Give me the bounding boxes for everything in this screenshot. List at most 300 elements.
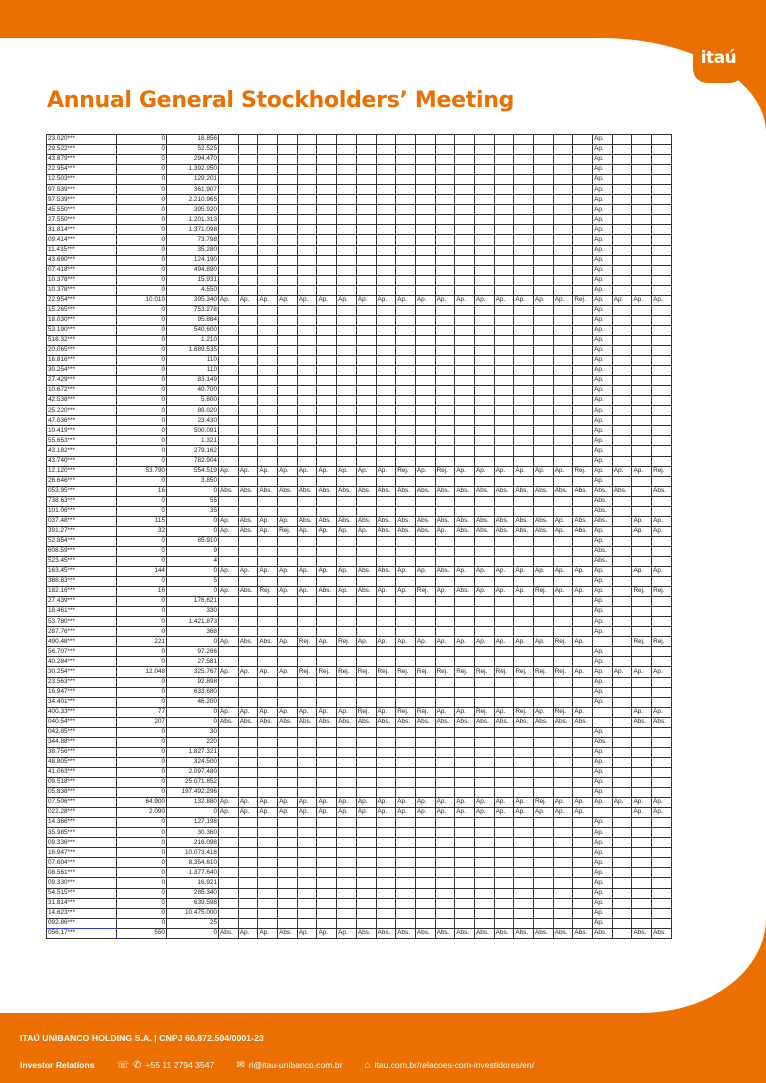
- stockholder-id-cell: 738.63***: [47, 496, 117, 506]
- vote-cell: [474, 778, 494, 788]
- vote-cell: [494, 135, 514, 145]
- vote-cell: [396, 265, 416, 275]
- vote-cell: [297, 727, 317, 737]
- vote-cell: [356, 446, 376, 456]
- table-row: [47, 536, 672, 546]
- vote-cell: [278, 356, 298, 366]
- vote-cell: [435, 737, 455, 747]
- footer-website[interactable]: itau.com.br/relacoes-com-investidores/en/: [374, 1060, 535, 1070]
- stockholder-id-cell: 27.429***: [47, 376, 117, 386]
- vote-cell: [534, 496, 554, 506]
- vote-cell: [612, 325, 632, 335]
- vote-cell: [258, 778, 278, 788]
- vote-cell: [219, 737, 239, 747]
- vote-cell: [258, 747, 278, 757]
- stockholder-id-cell: 97.539***: [47, 185, 117, 195]
- vote-cell: Ap.: [593, 466, 613, 476]
- vote-cell: [612, 506, 632, 516]
- vote-cell: Ap.: [258, 667, 278, 677]
- vote-cell: [219, 406, 239, 416]
- vote-cell: Ap.: [337, 466, 357, 476]
- vote-cell: [278, 536, 298, 546]
- vote-cell: [534, 235, 554, 245]
- stockholder-id-cell: 47.036***: [47, 416, 117, 426]
- vote-cell: [455, 657, 475, 667]
- vote-cell: [356, 898, 376, 908]
- vote-cell: [612, 757, 632, 767]
- vote-cell: Abs.: [258, 486, 278, 496]
- vote-cell: [337, 597, 357, 607]
- vote-cell: [612, 446, 632, 456]
- vote-cell: [652, 617, 672, 627]
- vote-cell: [337, 868, 357, 878]
- vote-cell: [632, 778, 652, 788]
- vote-cell: [455, 436, 475, 446]
- table-row: [47, 155, 672, 165]
- vote-cell: [534, 868, 554, 878]
- vote-cell: [396, 546, 416, 556]
- vote-cell: [494, 185, 514, 195]
- vote-cell: Ap.: [435, 295, 455, 305]
- vote-cell: Ap.: [297, 295, 317, 305]
- vote-cell: [415, 356, 435, 366]
- shares-cell-a: 16: [117, 486, 167, 496]
- vote-cell: [632, 155, 652, 165]
- shares-cell-b: 9: [167, 546, 219, 556]
- vote-cell: [278, 396, 298, 406]
- vote-cell: [356, 255, 376, 265]
- vote-cell: [573, 145, 593, 155]
- vote-cell: [632, 556, 652, 566]
- vote-cell: [317, 878, 337, 888]
- vote-cell: Abs.: [337, 486, 357, 496]
- vote-cell: [376, 506, 396, 516]
- vote-cell: [455, 757, 475, 767]
- vote-cell: [396, 285, 416, 295]
- vote-cell: [474, 577, 494, 587]
- vote-cell: [652, 737, 672, 747]
- vote-cell: [238, 436, 258, 446]
- vote-cell: [455, 135, 475, 145]
- vote-cell: [573, 627, 593, 637]
- vote-cell: [415, 175, 435, 185]
- vote-cell: [297, 818, 317, 828]
- vote-cell: [612, 778, 632, 788]
- table-row: [47, 717, 672, 727]
- shares-cell-a: 0: [117, 215, 167, 225]
- vote-cell: [219, 255, 239, 265]
- vote-cell: [652, 506, 672, 516]
- vote-cell: Ap.: [534, 808, 554, 818]
- vote-cell: [612, 828, 632, 838]
- vote-cell: [435, 838, 455, 848]
- table-row: [47, 868, 672, 878]
- vote-cell: [494, 255, 514, 265]
- vote-cell: Ap.: [593, 607, 613, 617]
- vote-cell: Rej.: [553, 667, 573, 677]
- stockholder-id-cell: 22.954***: [47, 295, 117, 305]
- vote-cell: [455, 325, 475, 335]
- table-row: [47, 667, 672, 677]
- vote-cell: [415, 436, 435, 446]
- stockholder-id-cell: 09.330***: [47, 878, 117, 888]
- vote-cell: [337, 546, 357, 556]
- vote-cell: [474, 496, 494, 506]
- vote-cell: Ap.: [396, 567, 416, 577]
- shares-cell-a: 0: [117, 416, 167, 426]
- vote-cell: [396, 345, 416, 355]
- vote-cell: [494, 175, 514, 185]
- vote-cell: [258, 205, 278, 215]
- vote-cell: [337, 747, 357, 757]
- vote-cell: [435, 245, 455, 255]
- vote-cell: Abs.: [278, 717, 298, 727]
- stockholder-id-cell: 12.120***: [47, 466, 117, 476]
- vote-cell: [514, 607, 534, 617]
- vote-cell: [396, 245, 416, 255]
- vote-cell: [573, 396, 593, 406]
- vote-cell: [612, 567, 632, 577]
- vote-cell: [415, 215, 435, 225]
- vote-cell: Ap.: [219, 526, 239, 536]
- vote-cell: [632, 175, 652, 185]
- shares-cell-b: 1.827.321: [167, 747, 219, 757]
- vote-cell: [474, 818, 494, 828]
- vote-cell: [612, 345, 632, 355]
- vote-cell: [494, 416, 514, 426]
- vote-cell: [632, 436, 652, 446]
- vote-cell: [573, 406, 593, 416]
- vote-cell: [376, 165, 396, 175]
- vote-cell: [474, 265, 494, 275]
- vote-cell: [415, 818, 435, 828]
- vote-cell: [356, 145, 376, 155]
- vote-cell: [396, 315, 416, 325]
- vote-cell: Ap.: [258, 928, 278, 938]
- vote-cell: [632, 275, 652, 285]
- vote-cell: [356, 677, 376, 687]
- vote-cell: [553, 446, 573, 456]
- vote-cell: [553, 536, 573, 546]
- vote-cell: [297, 607, 317, 617]
- vote-cell: [553, 215, 573, 225]
- vote-cell: [238, 838, 258, 848]
- vote-cell: [337, 386, 357, 396]
- vote-cell: [474, 898, 494, 908]
- vote-cell: [514, 778, 534, 788]
- vote-cell: Ap.: [415, 798, 435, 808]
- vote-cell: [435, 657, 455, 667]
- vote-cell: [514, 225, 534, 235]
- vote-cell: Rej.: [474, 667, 494, 677]
- vote-cell: [455, 828, 475, 838]
- vote-cell: [652, 828, 672, 838]
- vote-cell: Ap.: [435, 587, 455, 597]
- vote-cell: [356, 265, 376, 275]
- vote-cell: [258, 285, 278, 295]
- vote-cell: [278, 737, 298, 747]
- vote-cell: [632, 767, 652, 777]
- vote-cell: [356, 225, 376, 235]
- table-row: [47, 878, 672, 888]
- vote-cell: Ap.: [317, 637, 337, 647]
- vote-cell: [219, 215, 239, 225]
- vote-cell: Abs.: [356, 486, 376, 496]
- vote-cell: [396, 436, 416, 446]
- vote-cell: [435, 335, 455, 345]
- stockholder-id-cell: 163.45***: [47, 567, 117, 577]
- vote-cell: Ap.: [278, 667, 298, 677]
- vote-cell: [494, 597, 514, 607]
- vote-cell: [278, 627, 298, 637]
- vote-cell: [278, 386, 298, 396]
- vote-cell: [435, 235, 455, 245]
- vote-cell: [396, 376, 416, 386]
- vote-cell: [317, 577, 337, 587]
- footer-email[interactable]: ri@itau-unibanco.com.br: [248, 1060, 343, 1070]
- vote-cell: [258, 476, 278, 486]
- table-row: [47, 838, 672, 848]
- vote-cell: [632, 577, 652, 587]
- shares-cell-a: 0: [117, 737, 167, 747]
- vote-cell: [553, 858, 573, 868]
- vote-cell: [652, 657, 672, 667]
- vote-cell: [573, 597, 593, 607]
- vote-cell: Ap.: [593, 918, 613, 928]
- vote-cell: [612, 205, 632, 215]
- vote-cell: [317, 335, 337, 345]
- vote-cell: [652, 275, 672, 285]
- vote-cell: [219, 205, 239, 215]
- vote-cell: [514, 255, 534, 265]
- vote-cell: [652, 536, 672, 546]
- vote-cell: [376, 356, 396, 366]
- vote-cell: [553, 376, 573, 386]
- vote-cell: Abs.: [435, 486, 455, 496]
- vote-cell: Ap.: [337, 928, 357, 938]
- vote-cell: Ap.: [337, 798, 357, 808]
- vote-cell: [317, 506, 337, 516]
- vote-cell: [396, 878, 416, 888]
- vote-cell: [278, 205, 298, 215]
- vote-cell: [258, 788, 278, 798]
- vote-cell: [494, 747, 514, 757]
- vote-cell: [297, 647, 317, 657]
- vote-cell: [494, 426, 514, 436]
- shares-cell-a: 0: [117, 305, 167, 315]
- stockholder-id-cell: 55.653***: [47, 436, 117, 446]
- vote-cell: [573, 436, 593, 446]
- vote-cell: [534, 908, 554, 918]
- vote-cell: Ap.: [593, 677, 613, 687]
- vote-cell: [573, 536, 593, 546]
- table-row: [47, 275, 672, 285]
- vote-cell: Abs.: [317, 486, 337, 496]
- vote-cell: [632, 848, 652, 858]
- vote-cell: [494, 687, 514, 697]
- vote-cell: [317, 627, 337, 637]
- stockholder-id-cell: 14.366***: [47, 818, 117, 828]
- vote-cell: [317, 757, 337, 767]
- footer-phone[interactable]: +55 11 2794 3547: [145, 1060, 215, 1070]
- vote-cell: [396, 627, 416, 637]
- table-row: [47, 285, 672, 295]
- vote-cell: Abs.: [376, 526, 396, 536]
- vote-cell: [494, 627, 514, 637]
- vote-cell: Abs.: [376, 928, 396, 938]
- vote-cell: Ap.: [593, 235, 613, 245]
- table-row: [47, 778, 672, 788]
- vote-cell: [632, 406, 652, 416]
- vote-cell: [652, 456, 672, 466]
- stockholder-id-cell: 18.030***: [47, 315, 117, 325]
- vote-cell: [396, 818, 416, 828]
- vote-cell: [573, 818, 593, 828]
- stockholder-id-cell: 523.45***: [47, 556, 117, 566]
- vote-cell: [573, 737, 593, 747]
- shares-cell-b: 30: [167, 727, 219, 737]
- vote-cell: [632, 647, 652, 657]
- vote-cell: Ap.: [297, 798, 317, 808]
- vote-cell: [219, 456, 239, 466]
- vote-cell: [356, 305, 376, 315]
- shares-cell-b: 633.680: [167, 687, 219, 697]
- stockholder-id-cell: 388.83***: [47, 577, 117, 587]
- vote-cell: Ap.: [632, 567, 652, 577]
- vote-cell: [514, 285, 534, 295]
- vote-cell: [376, 345, 396, 355]
- vote-cell: [553, 747, 573, 757]
- vote-cell: Rej.: [258, 587, 278, 597]
- vote-cell: [435, 868, 455, 878]
- vote-cell: [415, 536, 435, 546]
- vote-cell: [297, 245, 317, 255]
- vote-cell: [534, 165, 554, 175]
- vote-cell: [514, 275, 534, 285]
- vote-cell: [356, 627, 376, 637]
- vote-cell: [376, 386, 396, 396]
- vote-cell: [356, 185, 376, 195]
- vote-cell: [278, 155, 298, 165]
- vote-cell: Abs.: [573, 928, 593, 938]
- vote-cell: Ap.: [297, 567, 317, 577]
- vote-cell: Ap.: [573, 587, 593, 597]
- vote-cell: Ap.: [652, 526, 672, 536]
- vote-cell: [219, 436, 239, 446]
- vote-cell: [455, 235, 475, 245]
- vote-cell: [297, 898, 317, 908]
- vote-cell: Ap.: [396, 637, 416, 647]
- vote-cell: [219, 888, 239, 898]
- vote-cell: [612, 516, 632, 526]
- vote-cell: [376, 778, 396, 788]
- shares-cell-b: 0: [167, 587, 219, 597]
- vote-cell: Ap.: [593, 165, 613, 175]
- vote-cell: [396, 496, 416, 506]
- vote-cell: [356, 406, 376, 416]
- vote-cell: Rej.: [317, 667, 337, 677]
- vote-cell: Ap.: [219, 295, 239, 305]
- vote-cell: [356, 617, 376, 627]
- vote-cell: Abs.: [534, 717, 554, 727]
- vote-cell: [534, 386, 554, 396]
- vote-cell: [376, 627, 396, 637]
- vote-cell: [435, 315, 455, 325]
- vote-cell: [514, 657, 534, 667]
- vote-cell: [258, 556, 278, 566]
- vote-cell: [534, 878, 554, 888]
- vote-cell: [337, 476, 357, 486]
- vote-cell: [376, 315, 396, 325]
- stockholder-id-cell: 25.220***: [47, 406, 117, 416]
- vote-cell: [612, 737, 632, 747]
- vote-cell: [514, 908, 534, 918]
- shares-cell-b: 55: [167, 496, 219, 506]
- vote-cell: [258, 265, 278, 275]
- vote-cell: Ap.: [474, 637, 494, 647]
- shares-cell-b: 639.598: [167, 898, 219, 908]
- vote-cell: [652, 185, 672, 195]
- vote-cell: [514, 677, 534, 687]
- vote-cell: [337, 335, 357, 345]
- vote-cell: Abs.: [553, 928, 573, 938]
- vote-cell: [612, 577, 632, 587]
- vote-cell: Abs.: [376, 516, 396, 526]
- vote-cell: [474, 858, 494, 868]
- table-row: [47, 617, 672, 627]
- vote-cell: [396, 255, 416, 265]
- vote-cell: [396, 757, 416, 767]
- stockholder-id-cell: 391.27***: [47, 526, 117, 536]
- vote-cell: [317, 687, 337, 697]
- vote-cell: Ap.: [415, 637, 435, 647]
- vote-cell: [435, 345, 455, 355]
- vote-cell: [494, 727, 514, 737]
- vote-cell: [297, 315, 317, 325]
- vote-cell: [514, 556, 534, 566]
- vote-cell: [494, 757, 514, 767]
- vote-cell: [415, 577, 435, 587]
- vote-cell: Rej.: [573, 466, 593, 476]
- shares-cell-b: 494.890: [167, 265, 219, 275]
- vote-cell: [534, 356, 554, 366]
- vote-cell: [652, 325, 672, 335]
- footer-contacts: [20, 1058, 534, 1072]
- vote-cell: Ap.: [317, 928, 337, 938]
- vote-cell: [435, 275, 455, 285]
- vote-cell: [396, 687, 416, 697]
- vote-cell: [455, 556, 475, 566]
- vote-cell: [455, 396, 475, 406]
- vote-cell: [494, 335, 514, 345]
- vote-cell: [415, 597, 435, 607]
- vote-cell: [553, 345, 573, 355]
- vote-cell: [494, 366, 514, 376]
- vote-cell: [553, 617, 573, 627]
- vote-cell: Rej.: [534, 667, 554, 677]
- vote-cell: [573, 366, 593, 376]
- vote-cell: [337, 697, 357, 707]
- vote-cell: [612, 858, 632, 868]
- stockholder-id-cell: 08.561***: [47, 868, 117, 878]
- shares-cell-b: 4: [167, 556, 219, 566]
- vote-cell: [219, 647, 239, 657]
- vote-cell: [238, 647, 258, 657]
- vote-cell: [474, 165, 494, 175]
- vote-cell: [474, 366, 494, 376]
- shares-cell-b: 1.689.535: [167, 345, 219, 355]
- table-row: [47, 788, 672, 798]
